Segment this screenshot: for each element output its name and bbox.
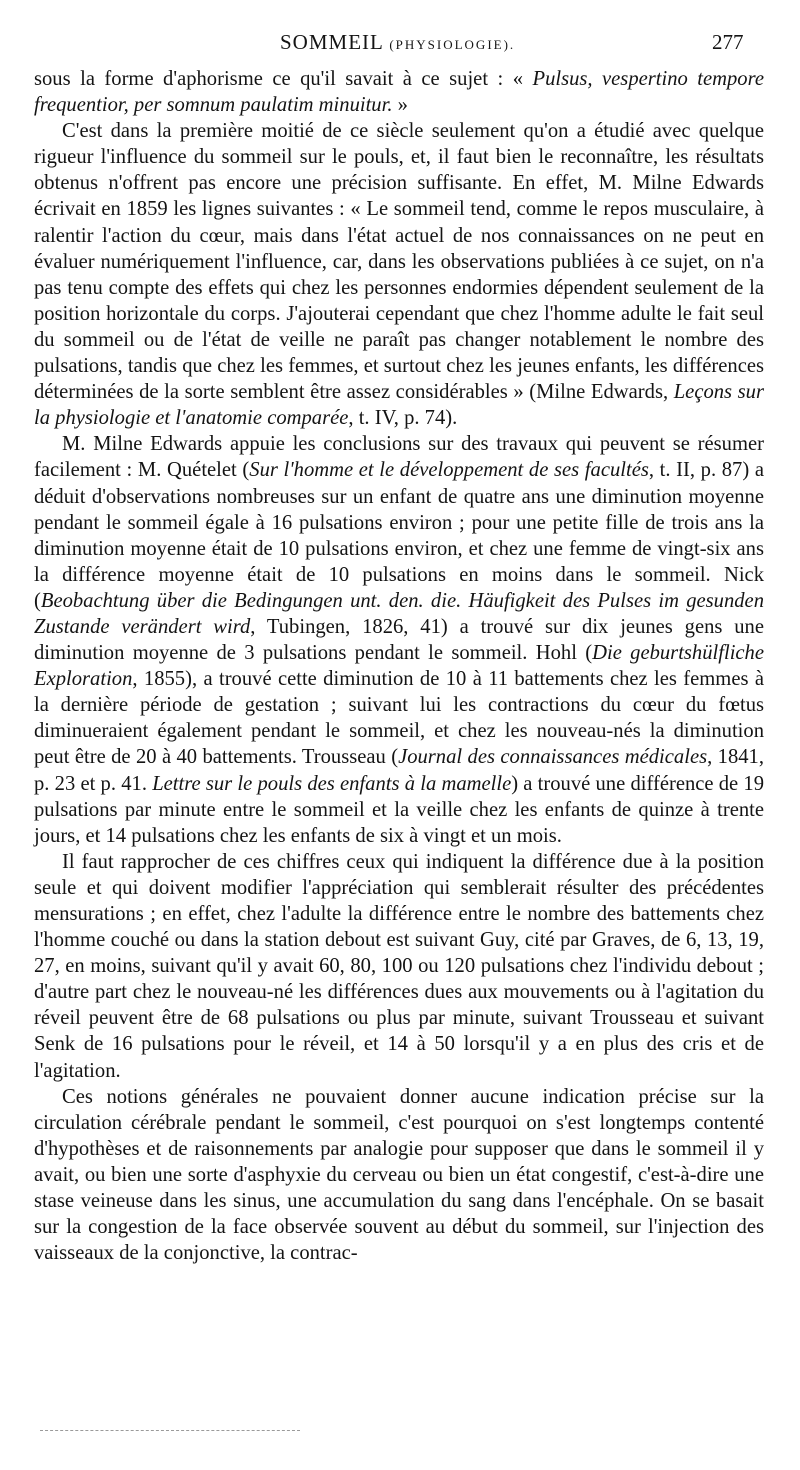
running-title — [280, 30, 515, 55]
body-text — [34, 66, 764, 1266]
paragraph-p5 — [34, 1084, 764, 1267]
footer-rule — [40, 1430, 300, 1431]
italic-citation: Lettre sur le pouls des enfants à la mamelle — [152, 772, 512, 795]
italic-citation: Journal des connaissances médicales — [398, 746, 708, 769]
running-title-word: SOMMEIL — [280, 30, 384, 54]
italic-citation: Sur l'homme et le développement de ses facultés — [249, 459, 649, 482]
paragraph-p1 — [34, 66, 764, 118]
text-run: , t. II, p. 87) a déduit d'observations nombreuses sur un enfant de quatre ans une diminution moyenne pendant le sommeil égale à 16 pulsations environ ; pour une petite fille de trois ans la diminution moyenne était de 10 pulsations environ, et chez une femme de vingt-six ans la différence moyenne était de 10 pulsations en moins dans le sommeil. Nick ( — [34, 459, 764, 612]
italic-citation: Leçons sur la physiologie et l'anatomie comparée — [34, 381, 764, 430]
paragraph-p3 — [34, 431, 764, 849]
text-run: , 1855), a trouvé cette diminution de 10 à 11 battements chez les femmes à la dernière période de gestation ; suivant lui les contractions du cœur du fœtus diminueraient également pendant le sommeil, et chez les nouveau-nés la diminution peut être de 20 à 40 battements. Trousseau ( — [34, 668, 764, 769]
text-run: sous la forme d'aphorisme ce qu'il savait à ce sujet : « — [34, 68, 533, 90]
page-header — [0, 30, 800, 60]
section-label: (PHYSIOLOGIE). — [389, 37, 516, 52]
text-run: » — [392, 94, 408, 117]
italic-citation: Beobachtung über die Bedingungen unt. den. die. Häufigkeit des Pulses im gesunden Zustande veränd​ert wird — [34, 589, 764, 638]
page-number: 277 — [712, 30, 744, 54]
paragraph-p2 — [34, 118, 764, 431]
text-run: C'est dans la première moitié de ce siècle seulement qu'on a étudié avec quelque rigueur l'influence du sommeil sur le pouls, et, il faut bien le reconnaître, les résultats obtenus n'offrent pas encore une précision suffisante. En effet, M. Milne Edwards écrivait en 1859 les lignes suivantes : « Le sommeil tend, comme le repos musculaire, à ralentir l'action du cœur, mais dans l'état actuel de nos connaissances on ne peut en évaluer numériquement l'influence, car, dans les observations publiées à ce sujet, on n'a pas tenu compte des effets qui chez les personnes endormies dépendent seulement de la position horizontale du corps. J'ajouterai cependant que chez l'homme adulte le fait seul du sommeil ou de l'état de veille ne paraît pas changer notablement le nombre des pulsations, tandis que chez les femmes, et surtout chez les jeunes enfants, les différences déterminées de la sorte semblent être assez considérables » (Milne Edwards, — [34, 120, 764, 404]
text-run: , 1841, p. 23 et p. 41. — [34, 746, 764, 795]
text-run: , Tubingen, 1826, 41) a trouvé sur dix jeunes gens une diminution moyenne de 3 pulsations pendant le sommeil. Hohl ( — [34, 615, 764, 665]
text-run: M. Milne Edwards appuie les conclusions sur des travaux qui peuvent se résumer facilement : M. Quételet ( — [34, 433, 764, 482]
italic-citation: Pulsus, vespertino tempore frequentior, per somnum paulatim minuitur. — [34, 68, 764, 117]
text-run: Il faut rapprocher de ces chiffres ceux qui indiquent la différence due à la position seule et qui doivent modifier l'appréciation qui semblerait résulter des précédentes mensurations ; en effet, chez l'adulte la différence entre le nombre des battements chez l'homme couché ou dans la station debout est suivant Guy, cité par Graves, de 6, 13, 19, 27, en moins, suivant qu'il y avait 60, 80, 100 ou 120 pulsations chez l'individu debout ; d'autre part chez le nouveau-né les différences dues aux mouvements ou à l'agitation du réveil peuvent être de 68 pulsations ou plus par minute, suivant Trousseau et suivant Senk de 16 pulsations pour le réveil, et 14 à 50 lorsqu'il y a en plus des cris et de l'agitation. — [34, 850, 764, 1082]
paragraph-p4 — [34, 849, 764, 1084]
text-run: ) a trouvé une différence de 19 pulsations par minute entre le sommeil et la veille chez les enfants de quinze à trente jours, et 14 pulsations chez les enfants de six à vingt et un mois. — [34, 772, 765, 847]
text-run: , t. IV, p. 74). — [348, 407, 458, 430]
italic-citation: Die geburtshülfliche Exploration — [34, 642, 764, 691]
text-run: Ces notions générales ne pouvaient donner aucune indication précise sur la circulation cérébrale pendant le sommeil, c'est pourquoi on s'est longtemps contenté d'hypothèses et de raisonnements par analogie pour supposer que dans le sommeil il y avait, ou bien une sorte d'asphyxie du cerveau ou bien un état congestif, c'est-à-dire une stase veineuse dans les sinus, une accumulation du sang dans l'encéphale. On se basait sur la congestion de la face observée souvent au début du sommeil, sur l'injection des vaisseaux de la conjonctive, la contrac- — [34, 1085, 764, 1265]
